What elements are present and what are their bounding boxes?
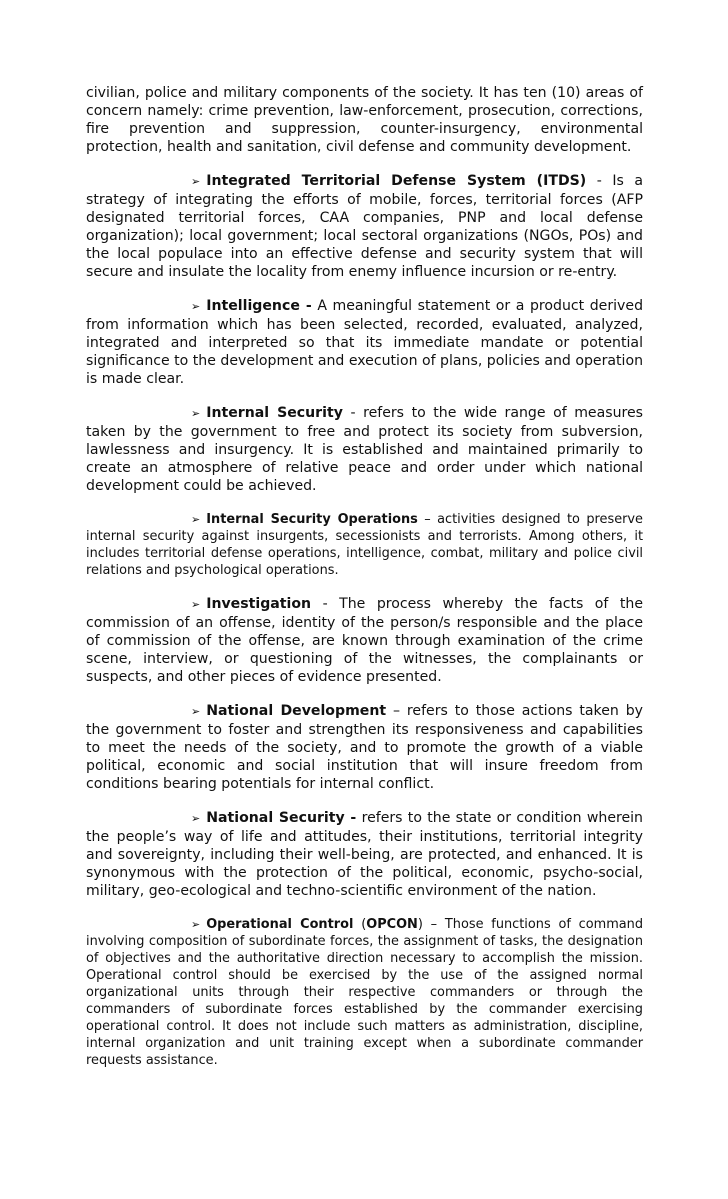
paren-open: ( — [353, 917, 367, 932]
arrow-bullet-icon: ➢ — [191, 513, 201, 526]
definition-operational-control: Those functions of command involving composition of subordinate forces, the assignment of tasks, the designation of objectives and the authoritative direction necessary to accomplish the mission. Operational control should be exercised by the use of the assigned normal organizational units through their respective commanders or through the commanders of subordinate forces established by the commander exercising operational control. It does not include such matters as administration, discipline, internal organization and unit training except when a subordinate commander requests assistance. — [86, 917, 643, 1068]
entry-internal-security-operations — [86, 511, 643, 579]
term-intelligence: Intelligence - — [206, 298, 312, 314]
arrow-bullet-icon: ➢ — [191, 812, 201, 825]
term-itds: Integrated Territorial Defense System (ITDS) — [206, 173, 587, 189]
arrow-bullet-icon: ➢ — [191, 918, 201, 931]
definition-national-security: refers to the state or condition wherein the people’s way of life and attitudes, their institutions, territorial integrity and sovereignty, including their well-being, are protected, and enhanced. It is synonymous with the protection of the political, economic, psycho-social, military, geo-ecological and techno-scientific environment of the nation. — [86, 810, 643, 899]
paren-close: ) – — [417, 917, 445, 932]
intro-paragraph: civilian, police and military components of the society. It has ten (10) areas of concern namely: crime prevention, law-enforcement, prosecution, corrections, fire prevention and suppression, counter-insurgency, environmental protection, health and sanitation, civil defense and community development. — [86, 85, 643, 155]
document-page — [86, 84, 643, 1069]
entry-itds — [86, 172, 643, 281]
entry-investigation — [86, 595, 643, 686]
term-investigation: Investigation — [206, 596, 312, 612]
separator: - — [586, 173, 613, 189]
arrow-bullet-icon: ➢ — [191, 407, 201, 420]
separator: - — [342, 405, 364, 421]
arrow-bullet-icon: ➢ — [191, 300, 201, 313]
definition-intelligence: A meaningful statement or a product derived from information which has been selected, recorded, evaluated, analyzed, integrated and interpreted so that its immediate mandate or potential significance to the development and execution of plans, policies and operation is made clear. — [86, 298, 644, 387]
entry-national-development — [86, 702, 643, 793]
entry-operational-control — [86, 916, 643, 1069]
entry-internal-security — [86, 404, 643, 495]
entry-intelligence — [86, 297, 643, 388]
term-national-development: National Development — [206, 703, 387, 719]
term-internal-security-operations: Internal Security Operations — [206, 512, 418, 527]
definition-national-development: refers to those actions taken by the government to foster and strengthen its responsiveness and capabilities to meet the needs of the society, and to promote the growth of a viable political, economic and social institution that will insure freedom from conditions bearing potentials for internal conflict. — [86, 703, 643, 792]
term-national-security: National Security - — [206, 810, 357, 826]
definition-internal-security-operations: activities designed to preserve internal security against insurgents, secessionists and terrorists. Among others, it includes territorial defense operations, intelligence, combat, military and police civil relations and psychological operations. — [86, 512, 643, 578]
definition-investigation: The process whereby the facts of the commission of an offense, identity of the person/s responsible and the place of commission of the offense, are known through examination of the crime scene, interview, or questioning of the witnesses, the complainants or suspects, and other pieces of evidence presented. — [86, 596, 644, 685]
arrow-bullet-icon: ➢ — [191, 705, 201, 718]
term-operational-control: Operational Control — [206, 917, 354, 932]
separator: – — [417, 512, 438, 527]
definition-itds: Is a strategy of integrating the efforts of mobile, forces, territorial forces (AFP designated territorial forces, CAA companies, PNP and local defense organization); local government; local sectoral organizations (NGOs, POs) and the local populace into an effective defense and security system that will secure and insulate the locality from enemy influence incursion or re-entry. — [86, 173, 644, 280]
separator: – — [386, 703, 407, 719]
term-opcon: OPCON — [366, 917, 418, 932]
term-internal-security: Internal Security — [206, 405, 343, 421]
separator: - — [311, 596, 340, 612]
arrow-bullet-icon: ➢ — [191, 175, 201, 188]
entry-national-security — [86, 809, 643, 900]
definition-internal-security: refers to the wide range of measures taken by the government to free and protect its society from subversion, lawlessness and insurgency. It is established and maintained primarily to create an atmosphere of relative peace and order under which national development could be achieved. — [86, 405, 644, 494]
arrow-bullet-icon: ➢ — [191, 598, 201, 611]
